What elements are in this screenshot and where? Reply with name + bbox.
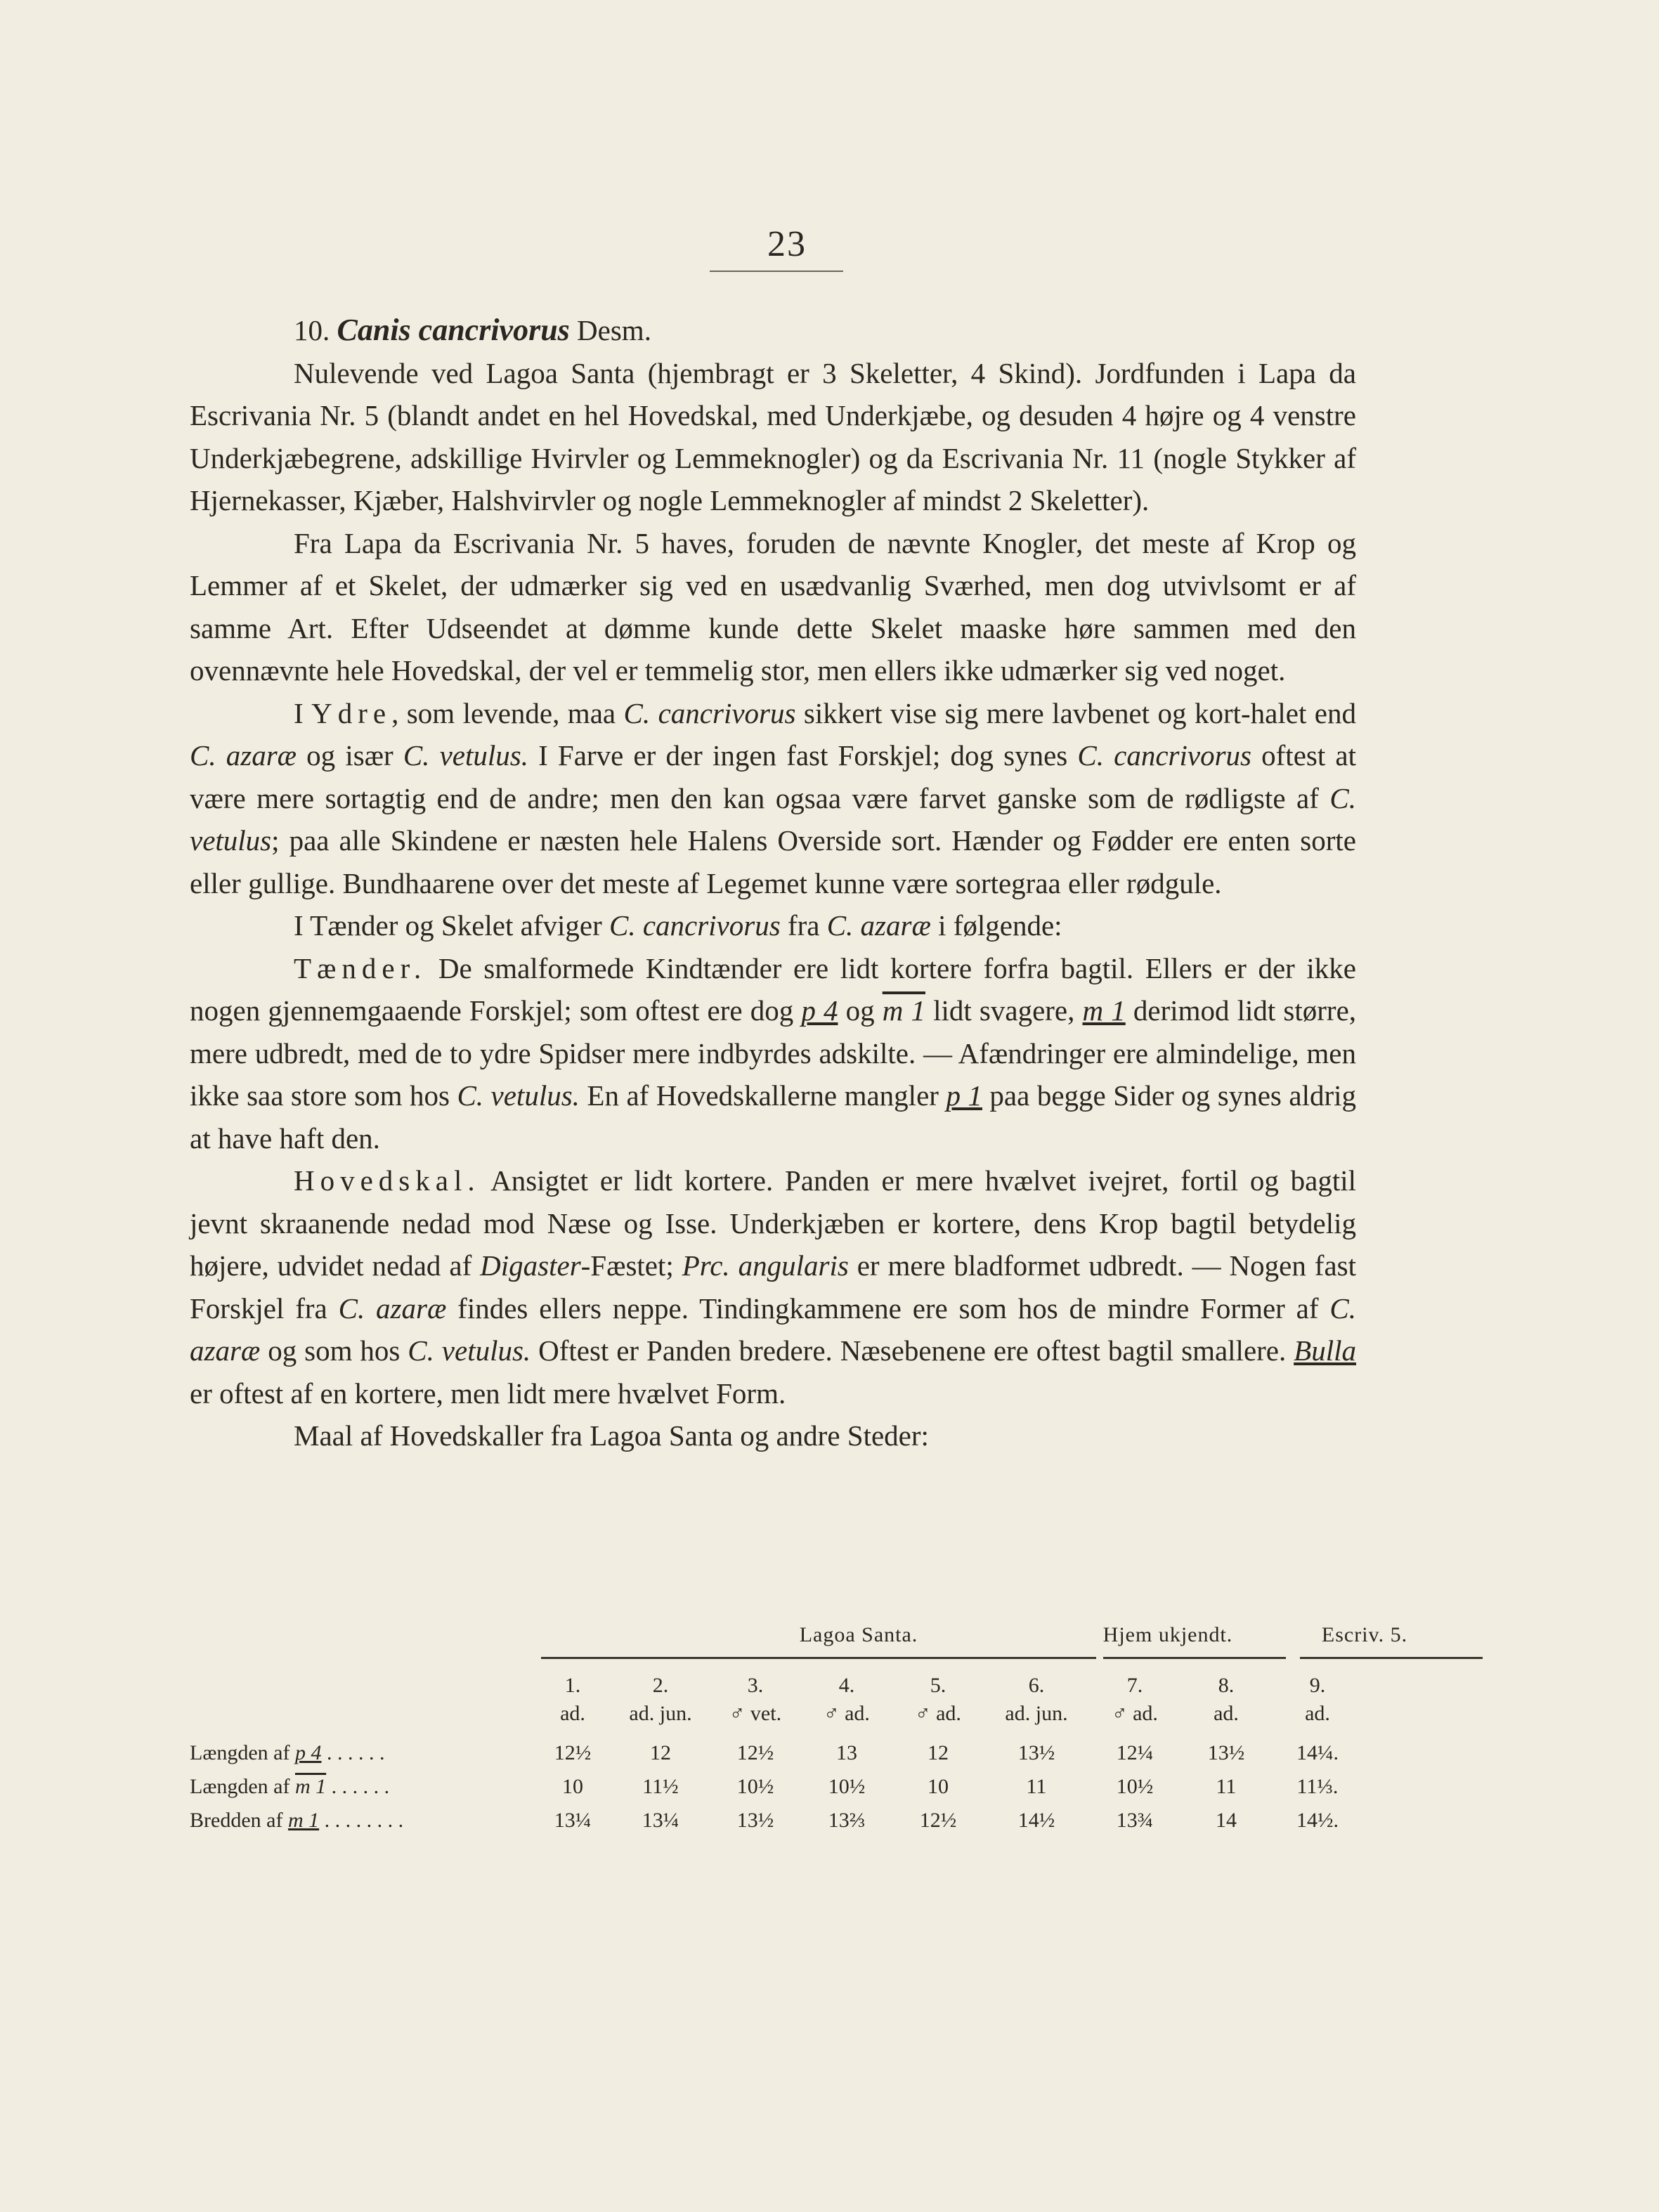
table-cell: 13⅔ (828, 1809, 866, 1832)
species-name: Canis cancrivorus (337, 313, 570, 347)
table-cell: 11 (1216, 1775, 1237, 1798)
table-cell: 14 (1216, 1809, 1237, 1832)
table-cell: 12½ (554, 1741, 592, 1764)
row-label-length-m1: Længden af m 1 . . . . . . (190, 1775, 390, 1798)
paragraph-teeth: Tænder. De smalformede Kindtænder ere lidt kortere forfra bagtil. Ellers er der ikke nogen gjennemgaaende Forskjel; som oftest ere dog p 4 og m 1 lidt svagere, m 1 derimod lidt større, mere udbredt, med de to ydre Spidser mere indbyrdes adskilte. — Afændringer ere almindelige, men ikke saa store som hos C. vetulus. En af Hovedskallerne mangler p 1 paa begge Sider og synes aldrig at have haft den. (190, 951, 1357, 1154)
table-cell: 13½ (1207, 1741, 1245, 1764)
table-cell: 14½. (1296, 1809, 1339, 1832)
body-text (190, 309, 1356, 1457)
table-cell: 13¾ (1116, 1809, 1154, 1832)
table-cell: 13 (836, 1741, 857, 1764)
table-cell: 12 (928, 1741, 949, 1764)
col-desc: ♂ ad. (915, 1702, 961, 1725)
table-cell: 10 (562, 1775, 583, 1798)
species-number: 10. (294, 314, 330, 346)
table-cell: 13¼ (554, 1809, 592, 1832)
table-cell: 13½ (736, 1809, 774, 1832)
table-cell: 14¼. (1296, 1741, 1339, 1764)
measurement-table (190, 1623, 1408, 1848)
paragraph-measurements-intro: Maal af Hovedskaller fra Lagoa Santa og andre Steder: (294, 1419, 929, 1452)
table-cell: 10½ (736, 1775, 774, 1798)
col-desc: ad. (560, 1702, 585, 1725)
paragraph-skull: Hovedskal. Ansigtet er lidt kortere. Panden er mere hvælvet ivejret, fortil og bagtil jevnt skraanende nedad mod Næse og Isse. Underkjæben er kortere, dens Krop bagtil betydelig højere, udvidet nedad af Digaster-Fæstet; Prc. angularis er mere bladformet udbredt. — Nogen fast Forskjel fra C. azaræ findes ellers neppe. Tindingkammene ere som hos de mindre Former af C. azaræ og som hos C. vetulus. Oftest er Panden bredere. Næsebenene ere oftest bagtil smallere. Bulla er oftest af en kortere, men lidt mere hvælvet Form. (190, 1164, 1356, 1410)
col-desc: ad. jun. (629, 1702, 692, 1725)
table-cell: 14½ (1017, 1809, 1055, 1832)
row-label-breadth-m1: Bredden af m 1 . . . . . . . . (190, 1809, 404, 1832)
group-label-hjem-ukjendt: Hjem ukjendt. (1102, 1623, 1233, 1646)
group-label-lagoa-santa: Lagoa Santa. (799, 1623, 918, 1646)
col-desc: ad. jun. (1005, 1702, 1068, 1725)
row-label-length-p4: Længden af p 4 . . . . . . (190, 1741, 385, 1764)
col-num: 3. (747, 1674, 764, 1697)
paragraph-occurrence: Nulevende ved Lagoa Santa (hjembragt er 3 Skeletter, 4 Skind). Jordfunden i Lapa da Escrivania Nr. 5 (blandt andet en hel Hovedskal, med Underkjæbe, og desuden 4 højre og 4 venstre Underkjæbegrene, adskillige Hvirvler og Lemmeknogler) og da Escrivania Nr. 11 (nogle Stykker af Hjernekasser, Kjæber, Halshvirvler og nogle Lemmeknogler af mindst 2 Skeletter). (190, 356, 1356, 516)
table-cell: 12½ (919, 1809, 957, 1832)
col-num: 5. (930, 1674, 946, 1697)
col-desc: ♂ ad. (824, 1702, 870, 1725)
table-cell: 13¼ (642, 1809, 679, 1832)
col-num: 8. (1218, 1674, 1235, 1697)
table-cell: 10½ (828, 1775, 866, 1798)
col-num: 9. (1309, 1674, 1326, 1697)
group-label-escriv: Escriv. 5. (1321, 1623, 1408, 1646)
paragraph-exterior: I Ydre, som levende, maa C. cancrivorus sikkert vise sig mere lavbenet og kort-halet end C. azaræ og især C. vetulus. I Farve er der ingen fast Forskjel; dog synes C. cancrivorus oftest at være mere sortagtig end de andre; men den kan ogsaa være farvet ganske som de rødligste af C. vetulus; paa alle Skindene er næsten hele Halens Overside sort. Hænder og Fødder ere enten sorte eller gullige. Bundhaarene over det meste af Legemet kunne være sortegraa eller rødgule. (190, 696, 1357, 899)
table-cell: 11⅓. (1296, 1775, 1339, 1798)
page-number-rule (710, 271, 843, 272)
table-cell: 13½ (1017, 1741, 1055, 1764)
col-num: 6. (1028, 1674, 1045, 1697)
page-number: 23 (767, 224, 807, 264)
col-num: 4. (838, 1674, 855, 1697)
table-cell: 12¼ (1116, 1741, 1154, 1764)
col-desc: ad. (1305, 1702, 1330, 1725)
species-heading (190, 309, 1356, 352)
col-desc: ♂ vet. (729, 1702, 782, 1725)
col-desc: ♂ ad. (1112, 1702, 1158, 1725)
table-cell: 10½ (1116, 1775, 1154, 1798)
group-brace-escriv (1300, 1657, 1483, 1666)
paragraph-differences: I Tænder og Skelet afviger C. cancrivorus fra C. azaræ i følgende: (294, 909, 1062, 942)
group-brace-lagoa-santa (541, 1657, 1096, 1666)
paragraph-skeleton: Fra Lapa da Escrivania Nr. 5 haves, foruden de nævnte Knogler, det meste af Krop og Lemmer af et Skelet, der udmærker sig ved en usædvanlig Sværhed, men dog utvivlsomt er af samme Art. Efter Udseendet at dømme kunde dette Skelet maaske høre sammen med den ovennævnte hele Hovedskal, der vel er temmelig stor, men ellers ikke udmærker sig ved noget. (190, 526, 1356, 687)
col-desc: ad. (1214, 1702, 1239, 1725)
col-num: 2. (652, 1674, 669, 1697)
table-cell: 12½ (736, 1741, 774, 1764)
table-cell: 10 (928, 1775, 949, 1798)
table-cell: 12 (650, 1741, 671, 1764)
table-cell: 11 (1026, 1775, 1047, 1798)
species-author: Desm. (577, 314, 651, 346)
table-cell: 11½ (642, 1775, 679, 1798)
group-brace-hjem-ukjendt (1103, 1657, 1286, 1666)
col-num: 7. (1126, 1674, 1143, 1697)
col-num: 1. (564, 1674, 581, 1697)
